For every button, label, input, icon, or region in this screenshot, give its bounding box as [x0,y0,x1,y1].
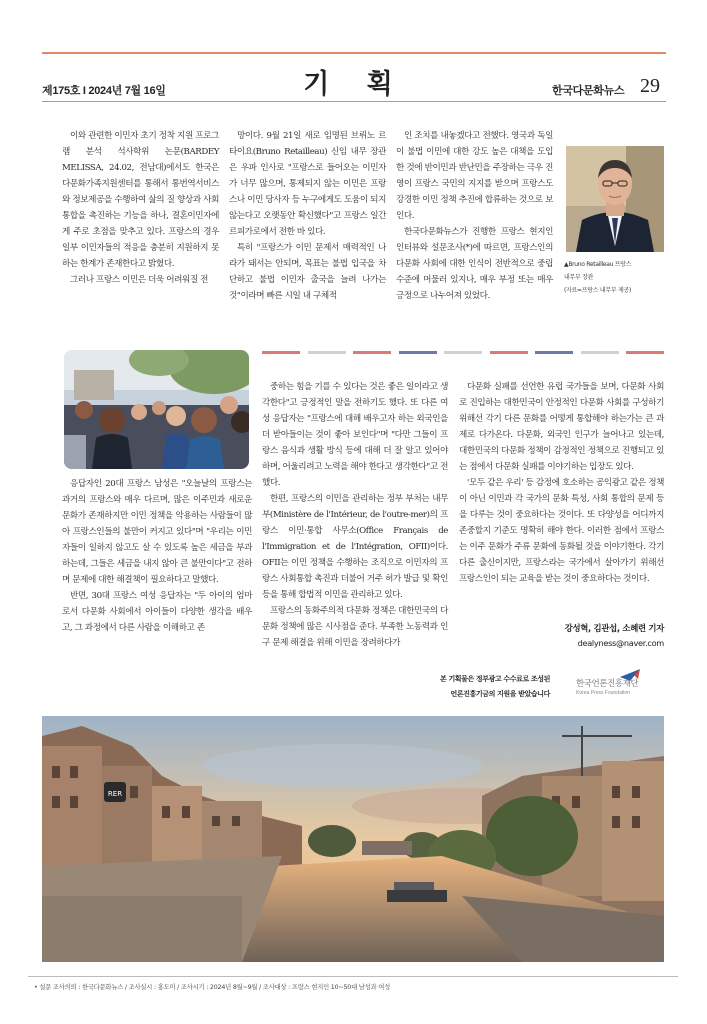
article-column-2 [229,128,386,304]
paragraph: 그러나 프랑스 이민은 더욱 어려워질 전 [70,275,209,285]
paragraph: 한편, 프랑스의 이민을 관리하는 정부 부처는 내무부(Ministère de l'Intérieur, de l'outre-mer)의 프랑스 이민·통합 사무소(Office Français de l'Immigration et de l'Intégration, OFII)이다. OFII는 이민 정책을 수행하는 조직으로 이민자의 프랑스 사회통합 촉진과 더불어 거주 허가 발급 및 확인 등을 통해 합법적 이민을 관리하고 있다. [262,494,448,600]
paragraph: 반면, 30대 프랑스 여성 응답자는 "두 아이의 엄마로서 다문화 사회에서 아이들이 다양한 생각을 배우고, 그 과정에서 다른 사람을 이해하고 존 [62,591,252,633]
header-top-rule [42,52,666,54]
survey-note: • 설문 조사의뢰 : 한국다문화뉴스 / 조사실시 : 홍도미 / 조사시기 : 2024년 8월~9월 / 조사대상 : 프랑스 현지인 10~50대 남성과 여성 [34,984,390,991]
article-column-3 [396,128,553,304]
portrait-caption: ▲Bruno Retailleau 프랑스 내무부 장관 (자료=프랑스 내무부 제공) [564,261,632,294]
paragraph: '모두 같은 우리' 등 감정에 호소하는 공익광고 같은 정책이 아닌 이민과 각 국가의 문화 특성, 사회 통합의 문제 등을 다루는 것이 중요하다는 것이다. 또 다양성을 어디까지 존중할지 기준도 명확히 해야 한다. 이러한 점에서 프랑스는 이주 문화가 주류 문화에 동화될 것을 이야기한다. 각기 다른 출신이지만, 프랑스라는 국가에서 살아가기 위해선 프랑스인이 되는 교육을 받는 것이 중요하다는 것이다. [459,478,664,584]
paragraph: 프랑스의 동화주의적 다문화 정책은 대한민국의 다문화 정책에 많은 시사점을 준다. 부족한 노동력과 인구 문제 해결을 위해 이민을 장려하다가 [262,606,448,648]
reporter-names: 강성혁, 김관섭, 소혜련 기자 [564,623,664,633]
decorative-dash-rule [262,351,664,355]
article-column-4 [62,476,252,636]
paragraph: 중하는 힘을 기를 수 있다는 것은 좋은 일이라고 생각한다"고 긍정적인 말을 전하기도 했다. 또 다른 여성 응답자는 "프랑스에 대해 배우고자 하는 외국인을 더 받아들이는 것이 좋아 보인다"며 "다만 그들이 프랑스 음식과 생활 방식 등에 대해 더 잘 알고 있어야 하며, 어울리려고 노력을 해야 한다고 생각한다"고 전했다. [262,382,448,488]
header-bottom-rule [42,101,666,102]
paris-seine-photo [42,716,664,962]
crowd-photo [64,350,249,469]
article-column-1 [62,128,219,288]
byline [459,621,664,651]
kpf-name-english: Korea Press Foundation [576,690,630,696]
funding-notice: 본 기획물은 정부광고 수수료로 조성된 언론진흥기금의 지원을 받았습니다 [440,675,550,698]
article-column-6 [459,379,664,587]
issue-date: 제175호 I 2024년 7월 16일 [42,85,166,97]
section-title: 기 획 [303,69,407,100]
page-number: 29 [640,75,660,97]
rer-sign: RER [107,790,123,798]
paragraph: 한국다문화뉴스가 진행한 프랑스 현지인 인터뷰와 설문조사(*)에 따르면, 프랑스인의 다문화 사회에 대한 인식이 전반적으로 중립 수준에 머물러 있지나, 매우 부정 또는 매우 긍정으로 나누어져 있었다. [396,227,553,301]
minister-portrait-photo [566,146,664,252]
paragraph: 특히 "프랑스가 이민 문제서 매력적인 나라가 돼서는 안되며, 목표는 불법 입국을 차단하고 불법 이민자 출국을 늘려 나가는 것"이라며 빠른 시일 내 구체적 [229,243,386,301]
paragraph: 다문화 실패를 선언한 유럽 국가들을 보며, 다문화 사회로 진입하는 대한민국이 안정적인 다문화 사회를 구성하기 위해선 각기 다른 문화를 어떻게 통합해야 하는가는 큰 과제로 다가온다. 다문화, 외국인 인구가 늘어나고 있는데, 대한민국의 다문화 정책이 감정적인 정책으로 진행되고 있는 점에서 다문화 실패를 이야기하는 입장도 있다. [459,382,664,472]
reporter-email[interactable]: dealyness@naver.com [577,638,664,648]
kpf-name: 한국언론진흥재단 [576,678,639,688]
paragraph: 응답자인 20대 프랑스 남성은 "오늘날의 프랑스는 과거의 프랑스와 매우 다르며, 많은 이주민과 새로운 문화가 존재하지만 이민 정책을 악용하는 사람들이 많아 프랑스인들의 불만이 커지고 있다"며 "우리는 이민자들이 일하지 않고도 살 수 있도록 높은 세금을 부과하는데, 그들은 세금을 내지 않아 큰 불만이다"고 전하며 문제에 대한 해결책이 필요하다고 말했다. [62,479,252,585]
footer-rule [28,976,678,977]
article-column-5 [262,379,448,651]
paragraph: 인 조치를 내놓겠다고 전했다. 영국과 독일이 불법 이민에 대한 강도 높은 대책을 도입한 것에 반이민과 반난민을 주장하는 극우 진영이 프랑스 국민의 지지를 받으며 프랑스도 강경한 이민 정책 추진에 합류하는 것으로 보인다. [396,131,553,221]
newspaper-name: 한국다문화뉴스 [552,85,625,97]
paragraph: 이와 관련한 이민자 초기 정착 지원 프로그램 분석 석사학위 논문(BARDEY MELISSA, 24.02, 전남대)에서도 한국은 다문화가족지원센터를 통해서 통번역서비스와 정보제공을 수행하여 삶의 질 향상과 사회 통합을 촉진하는 기능을 하나, 결혼이민자에게 주로 초점을 맞추고 있다. 프랑스의 경우 일부 이민자들의 적응을 충분히 지원하지 못하는 한계가 존재한다고 밝혔다. [62,131,219,269]
paragraph: 망이다. 9월 21일 새로 임명된 브뤼노 르타이요(Bruno Retailleau) 신임 내무 장관은 우파 인사로 "프랑스로 들어오는 이민자가 너무 많으며, 통제되지 않는 이민은 프랑스나 이민 당사자 등 누구에게도 도움이 되지 않는다고 오랫동안 확신했다"고 프랑스 일간 르피가로에서 전한 바 있다. [229,131,386,237]
